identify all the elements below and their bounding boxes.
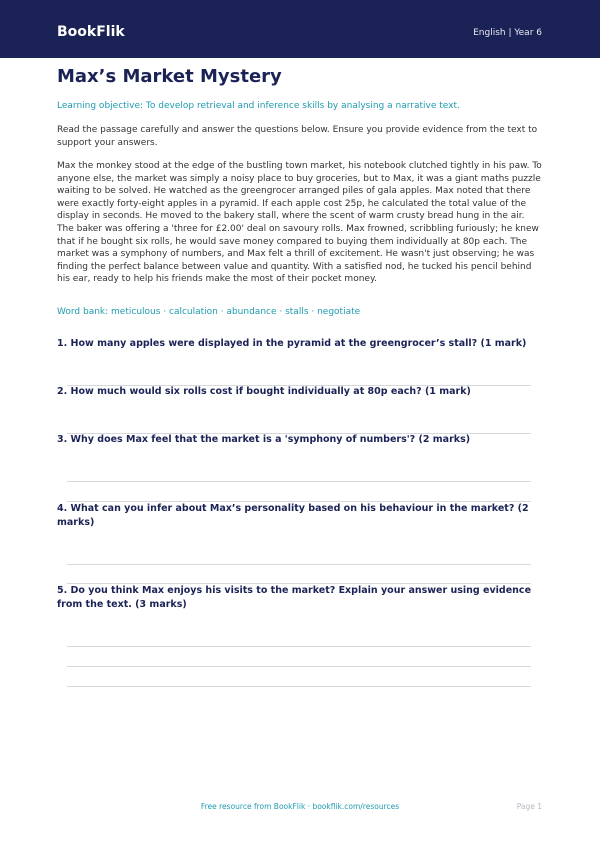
answer-line-4a[interactable] bbox=[67, 564, 531, 565]
question-1: 1. How many apples were displayed in the pyramid at the greengrocer’s stall? (1 mark) bbox=[57, 338, 527, 349]
learning-objective: Learning objective: To develop retrieval and inference skills by analysing a narrative text. bbox=[57, 101, 460, 111]
answer-line-3a[interactable] bbox=[67, 481, 531, 482]
answer-line-5c[interactable] bbox=[67, 686, 531, 687]
footer-credit[interactable]: Free resource from BookFlik · bookflik.com/resources bbox=[200, 802, 400, 811]
brand-logo[interactable]: BookFlik bbox=[57, 24, 125, 40]
instructions-text: Read the passage carefully and answer the questions below. Ensure you provide evidence from the text to support your answers. bbox=[57, 125, 538, 149]
answer-line-5b[interactable] bbox=[67, 666, 531, 667]
header-bar bbox=[0, 0, 600, 58]
page-number: Page 1 bbox=[516, 802, 542, 811]
subject-label: English | Year 6 bbox=[473, 28, 542, 38]
word-bank: Word bank: meticulous · calculation · abundance · stalls · negotiate bbox=[57, 307, 361, 317]
reading-passage: Max the monkey stood at the edge of the bustling town market, his notebook clutched tightly in his paw. To anyone else, the market was simply a noisy place to buy groceries, but to Max, it was a giant maths puzzle waiting to be solved. He watched as the greengrocer arranged piles of gala apples. Max noted that there were exactly forty-eight apples in a pyramid. If each apple cost 25p, he calculated the total value of the display in seconds. He moved to the bakery stall, where the scent of warm crusty bread hung in the air. The baker was offering a 'three for £2.00' deal on savoury rolls. Max frowned, scribbling furiously; he knew that if he bought six rolls, he would save money compared to buying them individually at 80p each. The market was a symphony of numbers, and Max felt a thrill of excitement. He wasn't just observing; he was finding the perfect balance between value and quantity. With a satisfied nod, he tucked his pencil behind his ear, ready to help his friends make the most of their pocket money. bbox=[57, 161, 542, 285]
question-3: 3. Why does Max feel that the market is a 'symphony of numbers'? (2 marks) bbox=[57, 434, 471, 445]
page-title: Max’s Market Mystery bbox=[57, 66, 282, 87]
question-5: 5. Do you think Max enjoys his visits to the market? Explain your answer using evidence from the text. (3 marks) bbox=[57, 585, 532, 610]
question-4: 4. What can you infer about Max’s personality based on his behaviour in the market? (2 marks) bbox=[57, 503, 529, 528]
answer-line-5a[interactable] bbox=[67, 646, 531, 647]
question-2: 2. How much would six rolls cost if bought individually at 80p each? (1 mark) bbox=[57, 386, 471, 397]
